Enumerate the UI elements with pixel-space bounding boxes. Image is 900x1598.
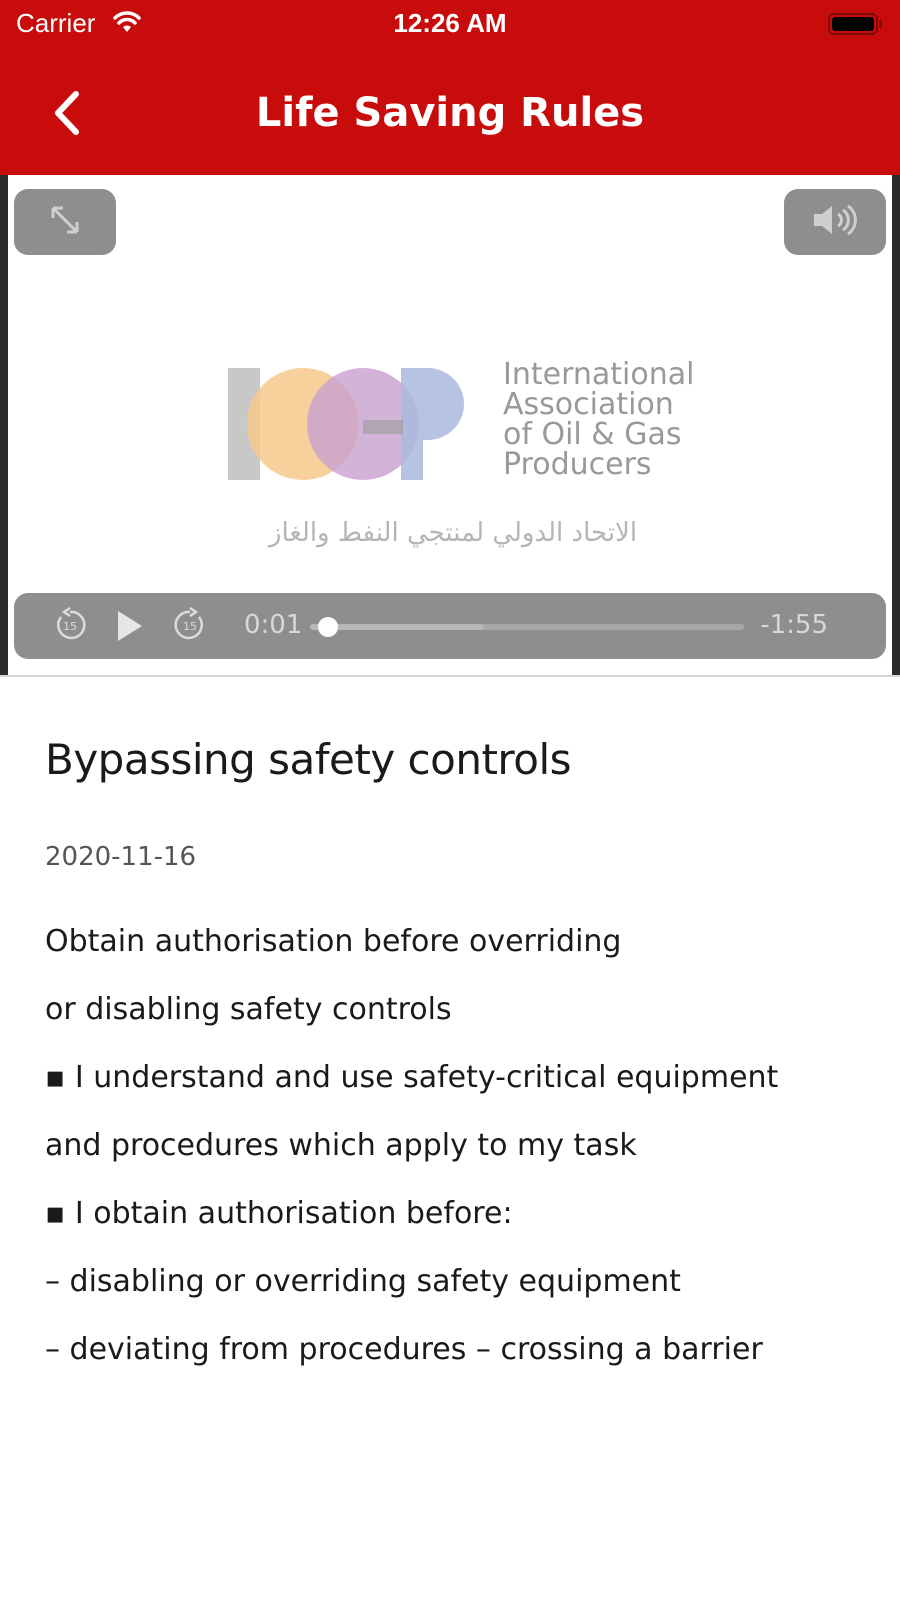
navigation-bar [0,48,900,175]
remaining-time: -1:55 [760,610,828,640]
article-title: Bypassing safety controls [45,735,572,784]
article-line: ▪ I understand and use safety-critical equipment [45,1060,779,1095]
fullscreen-button[interactable] [14,189,116,255]
article-line: Obtain authorisation before overriding [45,924,622,959]
elapsed-time: 0:01 [244,610,303,640]
svg-text:15: 15 [183,620,197,633]
carrier-label: Carrier [16,8,96,38]
progress-track[interactable] [310,624,744,630]
article-line: – deviating from procedures – crossing a barrier [45,1332,763,1367]
article-body [45,908,865,1384]
expand-icon [45,200,85,244]
skip-back-15-button[interactable] [52,607,88,647]
volume-button[interactable] [784,189,886,255]
battery-icon [828,12,884,41]
rewind-15-icon [52,607,88,643]
forward-15-icon [172,607,208,643]
divider [0,675,900,677]
svg-text:15: 15 [63,620,77,633]
article-line: – disabling or overriding safety equipment [45,1264,681,1299]
skip-forward-15-button[interactable] [172,607,208,647]
scrubber-handle[interactable] [318,617,338,637]
speaker-icon [810,202,860,242]
article-line: or disabling safety controls [45,992,452,1027]
iogp-logo-arabic-text: الاتحاد الدولي لمنتجي النفط والغاز [268,518,638,548]
iogp-logo-text: International Association of Oil & Gas Producers [503,357,695,482]
status-bar [0,0,900,48]
article [45,735,865,1384]
article-date: 2020-11-16 [45,842,197,872]
play-button[interactable] [114,609,144,647]
playback-controls [14,593,886,659]
play-icon [114,609,144,643]
iogp-logo [223,357,695,550]
article-line: and procedures which apply to my task [45,1128,637,1163]
clock: 12:26 AM [393,8,507,38]
video-player[interactable] [0,175,900,675]
article-line: ▪ I obtain authorisation before: [45,1196,513,1231]
page-title: Life Saving Rules [255,90,645,136]
